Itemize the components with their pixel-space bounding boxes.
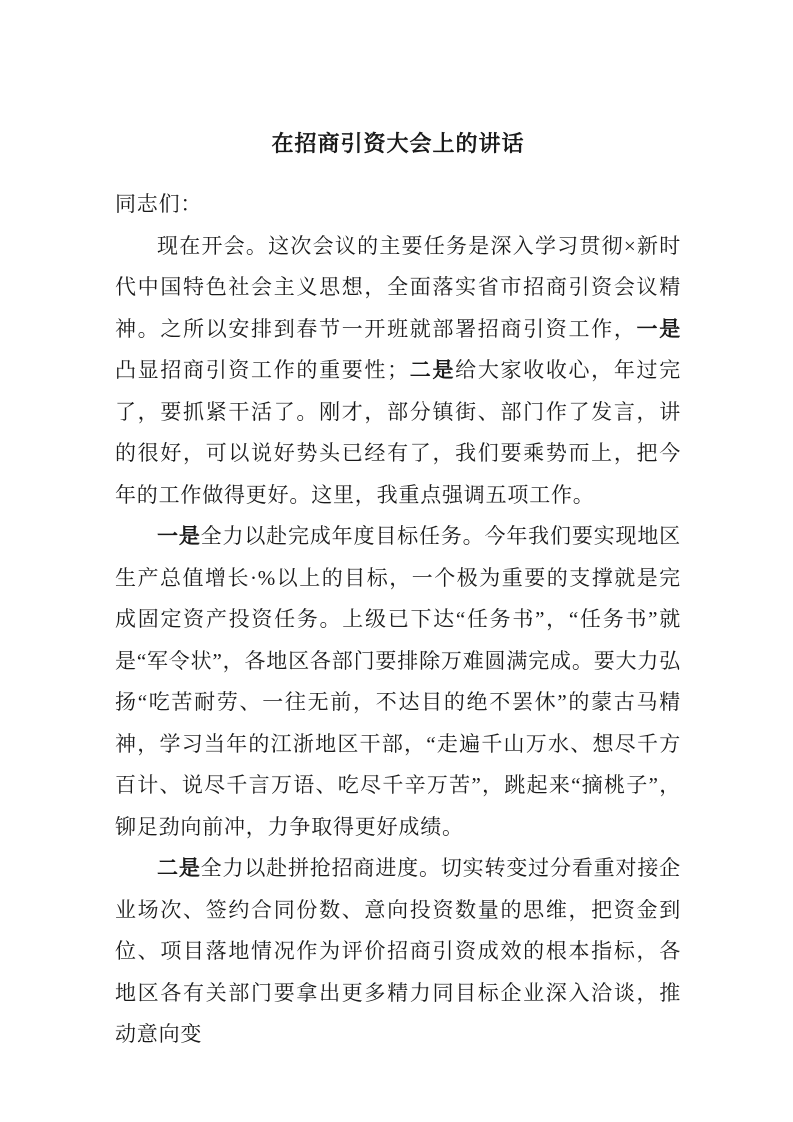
document-body: [115, 184, 681, 1056]
bold-run: 一是: [157, 524, 201, 548]
salutation: 同志们：: [115, 192, 203, 216]
document-title: 在招商引资大会上的讲话: [271, 131, 525, 156]
paragraph: [115, 848, 681, 1056]
bold-run: 一是: [636, 316, 681, 341]
text-run: 凸显招商引资工作的重要性；: [115, 358, 409, 382]
text-run: 给大家收收心，年过完了，要抓紧干活了。刚才，部分镇街、部门作了发言，讲的很好，可以说好势头已经有了，我们要乘势而上，把今年的工作做得更好。这里，我重点强调五项工作。: [115, 358, 682, 507]
bold-run: 二是: [157, 856, 201, 880]
paragraph: [115, 226, 681, 517]
text-run: 全力以赴拼抢招商进度。切实转变过分看重对接企业场次、签约合同份数、意向投资数量的思维，把资金到位、项目落地情况作为评价招商引资成效的根本指标，各地区各有关部门要拿出更多精力同目标企业深入洽谈，推动意向变: [115, 856, 681, 1046]
text-run: 全力以赴完成年度目标任务。今年我们要实现地区生产总值增长·%以上的目标，一个极为重要的支撑就是完成固定资产投资任务。上级已下达“任务书”，“任务书”就是“军令状”，各地区各部门要排除万难圆满完成。要大力弘扬“吃苦耐劳、一往无前，不达目的绝不罢休”的蒙古马精神，学习当年的江浙地区干部，“走遍千山万水、想尽千方百计、说尽千言万语、吃尽千辛万苦”，跳起来“摘桃子”，铆足劲向前冲，力争取得更好成绩。: [115, 524, 681, 839]
bold-run: 二是: [408, 358, 456, 382]
text-run: 现在开会。这次会议的主要任务是深入学习贯彻×新时代中国特色社会主义思想，全面落实省市招商引资会议精神。之所以安排到春节一开班就部署招商引资工作，: [115, 233, 681, 341]
paragraph: [115, 516, 681, 848]
